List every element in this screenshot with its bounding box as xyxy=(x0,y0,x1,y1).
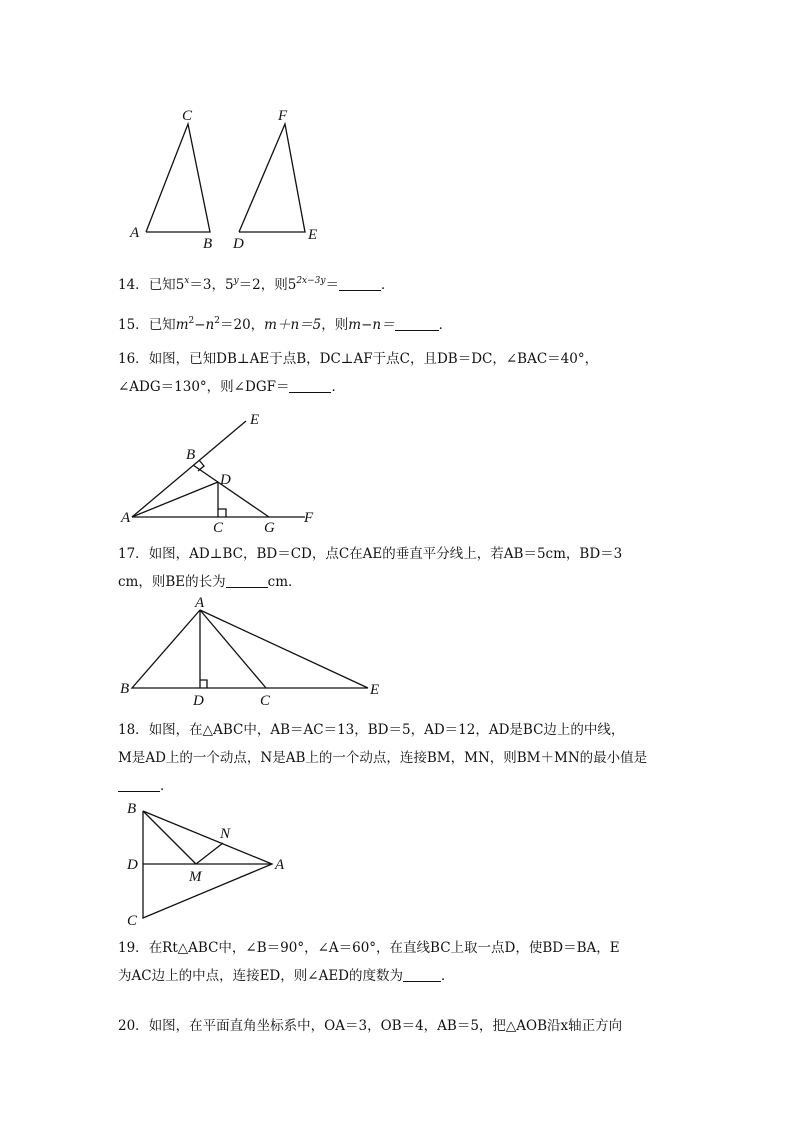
figure-q17 xyxy=(118,594,388,709)
q14-math-5y: $5^y=2$ xyxy=(224,276,261,293)
label-b: B xyxy=(120,681,130,697)
q17-line1 xyxy=(118,540,622,568)
figure-q16 xyxy=(118,408,338,536)
label-a: A xyxy=(275,857,285,873)
q15-math-1: $m^2-n^2=20$ xyxy=(175,316,251,333)
q15-then: ，则 xyxy=(321,317,349,333)
label-e: E xyxy=(370,682,380,698)
q16-text-2: ∠ADG＝130°，则∠DGF＝ xyxy=(118,379,290,395)
q14-sep: ， xyxy=(211,277,225,293)
q15-math-2: m＋n＝5 xyxy=(264,317,322,333)
q18-line2 xyxy=(118,744,647,772)
question-number: 19． xyxy=(118,940,149,956)
figure-two-triangles xyxy=(120,100,340,260)
q14-text: 已知 xyxy=(148,277,176,293)
label-a: A xyxy=(130,225,140,241)
question-number: 15． xyxy=(118,317,149,333)
q18-line1 xyxy=(118,716,647,744)
question-15 xyxy=(118,311,452,339)
q19-end: ． xyxy=(441,968,455,984)
question-number: 14． xyxy=(118,277,149,293)
label-f: F xyxy=(304,510,314,526)
answer-blank[interactable] xyxy=(395,316,439,331)
question-17 xyxy=(118,540,622,596)
label-b: B xyxy=(203,236,213,252)
q14-math-5x: $5^x=3$ xyxy=(175,276,212,293)
label-c: C xyxy=(260,693,271,709)
question-16 xyxy=(118,345,598,401)
q14-math-target: $5^{2x-3y}=$ xyxy=(287,276,339,293)
label-d: D xyxy=(127,857,138,873)
label-c: C xyxy=(127,913,138,929)
q19-line1 xyxy=(118,934,620,962)
q15-sep: ， xyxy=(250,317,265,333)
label-n: N xyxy=(220,826,231,842)
q18-end: ． xyxy=(160,778,174,794)
label-a: A xyxy=(195,595,205,611)
q14-then: ，则 xyxy=(260,277,288,293)
answer-blank[interactable] xyxy=(289,378,331,393)
q16-end: ． xyxy=(331,379,345,395)
question-number: 17． xyxy=(118,546,149,562)
right-angle-c xyxy=(218,509,226,517)
q17-end: cm． xyxy=(267,574,302,590)
triangle-def xyxy=(239,124,305,232)
segment-bg xyxy=(193,465,269,517)
q16-text: 如图，已知DB⊥AE于点B，DC⊥AF于点C，且DB＝DC，∠BAC＝40°， xyxy=(148,351,599,367)
question-18 xyxy=(118,716,647,800)
question-number: 16． xyxy=(118,351,149,367)
label-m: M xyxy=(189,869,202,885)
question-14 xyxy=(118,271,394,299)
q16-line1 xyxy=(118,345,598,373)
q14-end: ． xyxy=(380,277,395,293)
label-d: D xyxy=(193,693,204,709)
label-e: E xyxy=(250,412,260,428)
label-b: B xyxy=(186,447,196,463)
q15-math-3: m−n＝ xyxy=(348,317,395,333)
q17-line2 xyxy=(118,568,622,596)
label-c: C xyxy=(213,520,224,536)
q17-text: 如图，AD⊥BC，BD＝CD，点C在AE的垂直平分线上，若AB＝5cm，BD＝3 xyxy=(148,546,623,562)
segment-bm xyxy=(143,811,196,864)
answer-blank[interactable] xyxy=(226,573,268,588)
question-number: 18． xyxy=(118,722,149,738)
q19-text: 在Rt△ABC中，∠B＝90°，∠A＝60°，在直线BC上取一点D，使BD＝BA，E xyxy=(148,940,620,956)
q19-text-2: 为AC边上的中点，连接ED，则∠AED的度数为 xyxy=(118,968,403,984)
label-f: F xyxy=(278,108,288,124)
question-20 xyxy=(118,1012,622,1040)
label-e: E xyxy=(308,227,318,243)
label-g: G xyxy=(264,520,275,536)
segment-mn xyxy=(196,843,223,864)
figure-q18 xyxy=(120,796,300,931)
label-b: B xyxy=(127,801,137,817)
ray-ae xyxy=(132,421,246,517)
q17-text-2: cm，则BE的长为 xyxy=(118,574,226,590)
q20-text: 如图，在平面直角坐标系中，OA＝3，OB＝4，AB＝5，把△AOB沿x轴正方向 xyxy=(148,1018,623,1034)
label-a: A xyxy=(121,510,131,526)
question-19 xyxy=(118,934,620,990)
triangle-abe xyxy=(132,610,368,688)
segment-ac xyxy=(200,610,266,688)
right-angle-d xyxy=(200,680,207,688)
label-d: D xyxy=(220,472,231,488)
segment-ad xyxy=(132,482,218,517)
q19-line2 xyxy=(118,962,620,990)
answer-blank[interactable] xyxy=(339,276,381,291)
triangle-abc xyxy=(146,124,210,232)
question-number: 20． xyxy=(118,1018,149,1034)
q18-text: 如图，在△ABC中，AB＝AC＝13，BD＝5，AD＝12，AD是BC边上的中线， xyxy=(148,722,625,738)
q18-text-2: M是AD上的一个动点，N是AB上的一个动点，连接BM，MN，则BM＋MN的最小值是 xyxy=(118,750,648,766)
q15-end: ． xyxy=(438,317,453,333)
q15-text: 已知 xyxy=(148,317,176,333)
q16-line2 xyxy=(118,373,598,401)
answer-blank[interactable] xyxy=(118,777,160,792)
answer-blank[interactable] xyxy=(403,967,441,982)
label-d: D xyxy=(233,236,244,252)
label-c: C xyxy=(182,108,193,124)
